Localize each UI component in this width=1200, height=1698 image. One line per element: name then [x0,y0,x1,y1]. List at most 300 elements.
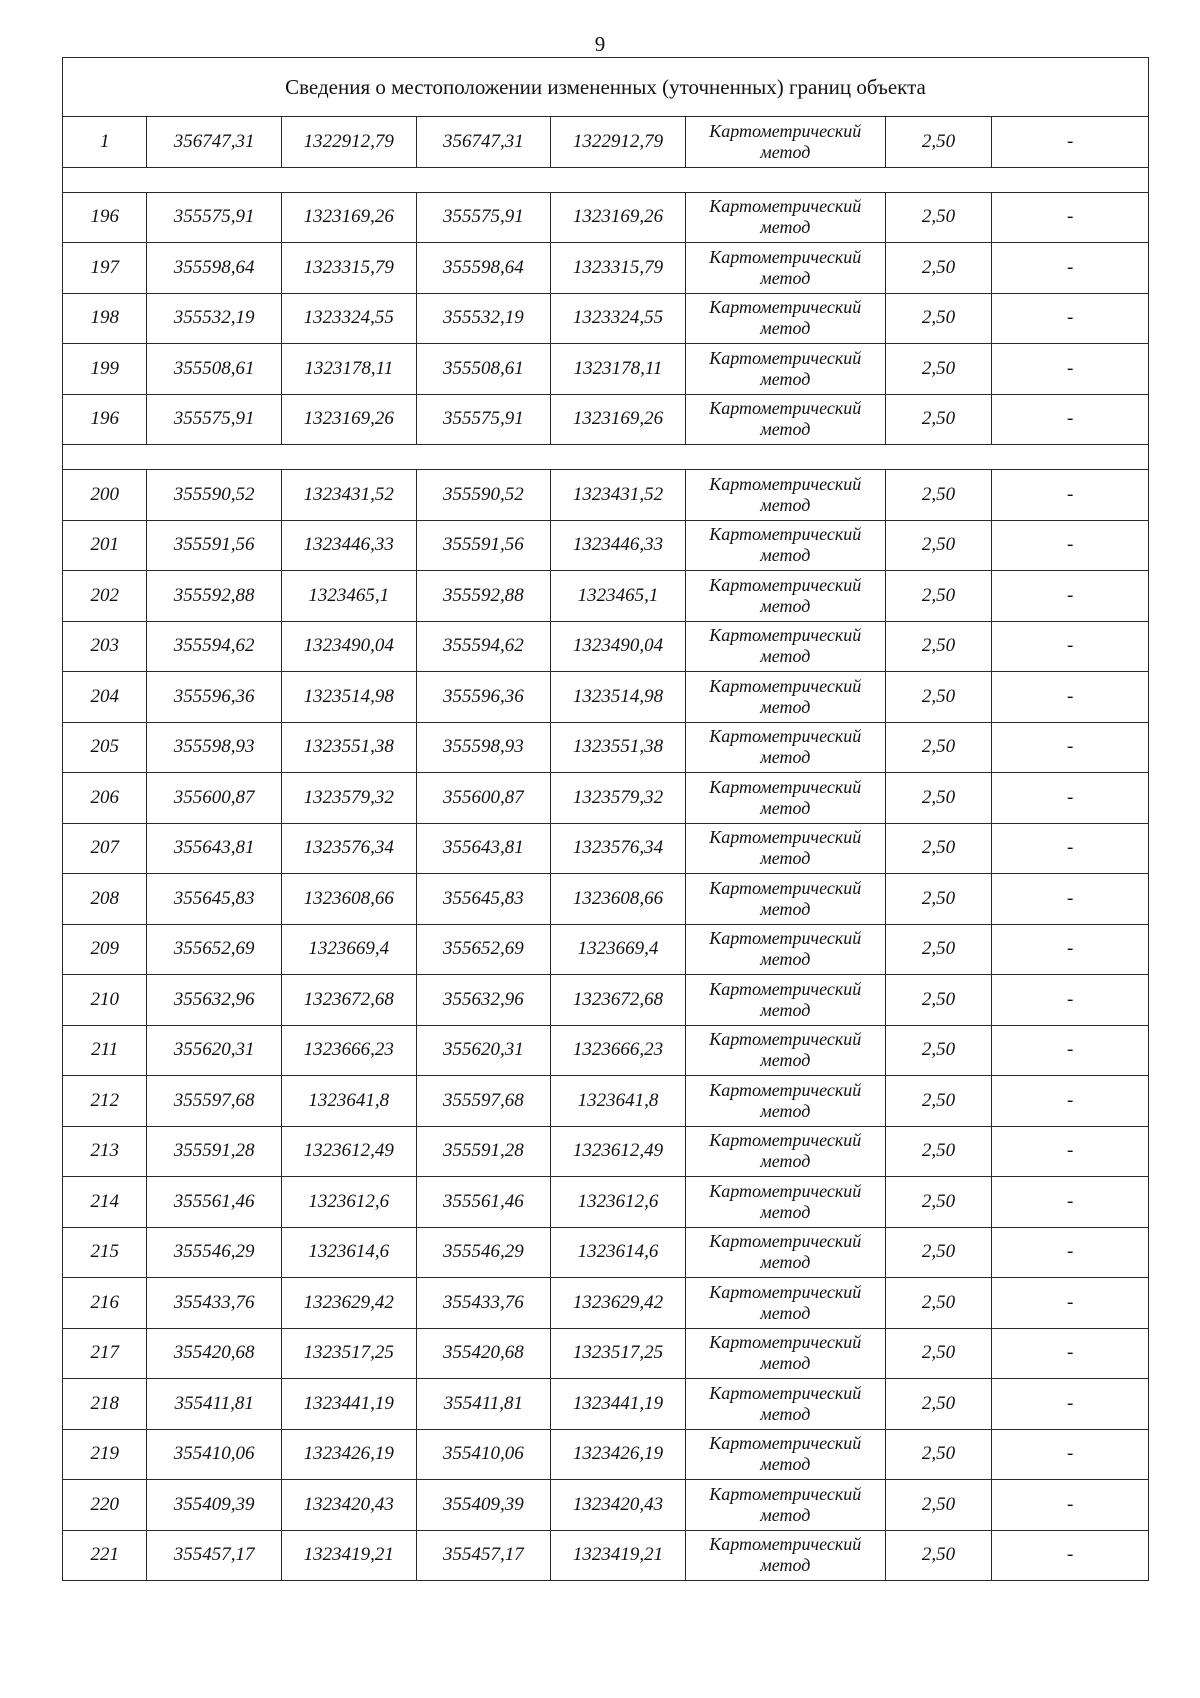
refined-y-cell: 1323441,19 [551,1379,686,1430]
point-number-cell: 207 [63,823,147,874]
existing-x-cell: 355457,17 [147,1530,282,1581]
method-line-2: метод [760,1100,811,1121]
accuracy-cell: 2,50 [885,1076,991,1127]
point-number-cell: 202 [63,571,147,622]
method-cell [685,722,885,773]
accuracy-cell: 2,50 [885,924,991,975]
method-line-2: метод [760,696,811,717]
refined-x-cell: 355597,68 [416,1076,551,1127]
group-separator-row [63,445,1149,470]
method-line-1: Картометрический [709,1079,862,1100]
note-cell: - [992,243,1149,294]
existing-x-cell: 355591,56 [147,520,282,571]
existing-y-cell: 1323551,38 [281,722,416,773]
method-line-2: метод [760,898,811,919]
method-cell [685,1177,885,1228]
table-row [63,1227,1149,1278]
existing-x-cell: 355508,61 [147,344,282,395]
method-cell [685,117,885,168]
refined-x-cell: 355411,81 [416,1379,551,1430]
method-line-2: метод [760,1504,811,1525]
refined-y-cell: 1323576,34 [551,823,686,874]
note-cell: - [992,520,1149,571]
table-row [63,1025,1149,1076]
existing-y-cell: 1323517,25 [281,1328,416,1379]
point-number-cell: 211 [63,1025,147,1076]
method-cell [685,571,885,622]
method-line-2: метод [760,1353,811,1374]
method-line-1: Картометрический [709,726,862,747]
accuracy-cell: 2,50 [885,571,991,622]
existing-x-cell: 355433,76 [147,1278,282,1329]
method-line-2: метод [760,1555,811,1576]
existing-x-cell: 355600,87 [147,773,282,824]
existing-x-cell: 355597,68 [147,1076,282,1127]
refined-x-cell: 355596,36 [416,672,551,723]
existing-x-cell: 355645,83 [147,874,282,925]
refined-x-cell: 355598,93 [416,722,551,773]
boundary-coordinates-table [62,57,1149,1581]
method-line-1: Картометрический [709,524,862,545]
method-cell [685,1076,885,1127]
refined-y-cell: 1323419,21 [551,1530,686,1581]
table-row [63,1177,1149,1228]
method-line-2: метод [760,999,811,1020]
refined-x-cell: 355592,88 [416,571,551,622]
table-row [63,1429,1149,1480]
method-cell [685,924,885,975]
refined-y-cell: 1323517,25 [551,1328,686,1379]
method-cell [685,1480,885,1531]
refined-y-cell: 1323551,38 [551,722,686,773]
existing-x-cell: 355409,39 [147,1480,282,1531]
existing-y-cell: 1323672,68 [281,975,416,1026]
table-title: Сведения о местоположении измененных (уточненных) границ объекта [63,58,1149,117]
existing-x-cell: 355532,19 [147,293,282,344]
table-title-row [63,58,1149,117]
method-line-1: Картометрический [709,1281,862,1302]
existing-x-cell: 355590,52 [147,470,282,521]
point-number-cell: 209 [63,924,147,975]
refined-x-cell: 355652,69 [416,924,551,975]
point-number-cell: 205 [63,722,147,773]
refined-y-cell: 1323169,26 [551,394,686,445]
accuracy-cell: 2,50 [885,117,991,168]
table-row [63,1076,1149,1127]
point-number-cell: 218 [63,1379,147,1430]
note-cell: - [992,1328,1149,1379]
existing-x-cell: 355575,91 [147,192,282,243]
method-line-2: метод [760,595,811,616]
refined-x-cell: 355433,76 [416,1278,551,1329]
method-line-2: метод [760,1403,811,1424]
existing-y-cell: 1323608,66 [281,874,416,925]
table-row [63,520,1149,571]
existing-y-cell: 1322912,79 [281,117,416,168]
method-line-2: метод [760,747,811,768]
table-row [63,1126,1149,1177]
method-cell [685,823,885,874]
accuracy-cell: 2,50 [885,874,991,925]
refined-x-cell: 355546,29 [416,1227,551,1278]
method-cell [685,874,885,925]
accuracy-cell: 2,50 [885,1126,991,1177]
table-row [63,1278,1149,1329]
refined-x-cell: 355645,83 [416,874,551,925]
note-cell: - [992,1278,1149,1329]
note-cell: - [992,924,1149,975]
existing-y-cell: 1323612,6 [281,1177,416,1228]
existing-y-cell: 1323446,33 [281,520,416,571]
point-number-cell: 210 [63,975,147,1026]
accuracy-cell: 2,50 [885,672,991,723]
method-line-1: Картометрический [709,196,862,217]
existing-y-cell: 1323514,98 [281,672,416,723]
note-cell: - [992,571,1149,622]
point-number-cell: 220 [63,1480,147,1531]
method-line-1: Картометрический [709,1382,862,1403]
existing-y-cell: 1323614,6 [281,1227,416,1278]
accuracy-cell: 2,50 [885,773,991,824]
method-cell [685,293,885,344]
point-number-cell: 214 [63,1177,147,1228]
accuracy-cell: 2,50 [885,1429,991,1480]
existing-x-cell: 355420,68 [147,1328,282,1379]
method-line-1: Картометрический [709,1332,862,1353]
note-cell: - [992,874,1149,925]
table-row [63,924,1149,975]
point-number-cell: 216 [63,1278,147,1329]
accuracy-cell: 2,50 [885,823,991,874]
point-number-cell: 196 [63,192,147,243]
accuracy-cell: 2,50 [885,621,991,672]
method-line-2: метод [760,646,811,667]
method-cell [685,1328,885,1379]
refined-y-cell: 1323446,33 [551,520,686,571]
existing-x-cell: 355620,31 [147,1025,282,1076]
method-cell [685,975,885,1026]
method-line-2: метод [760,1050,811,1071]
method-line-1: Картометрический [709,574,862,595]
existing-y-cell: 1323629,42 [281,1278,416,1329]
note-cell: - [992,192,1149,243]
note-cell: - [992,1379,1149,1430]
method-cell [685,394,885,445]
method-line-1: Картометрический [709,347,862,368]
table-row [63,823,1149,874]
point-number-cell: 206 [63,773,147,824]
point-number-cell: 217 [63,1328,147,1379]
refined-y-cell: 1323169,26 [551,192,686,243]
note-cell: - [992,722,1149,773]
refined-x-cell: 355532,19 [416,293,551,344]
point-number-cell: 203 [63,621,147,672]
refined-x-cell: 355598,64 [416,243,551,294]
accuracy-cell: 2,50 [885,975,991,1026]
note-cell: - [992,1126,1149,1177]
accuracy-cell: 2,50 [885,394,991,445]
table-row [63,243,1149,294]
method-line-1: Картометрический [709,1029,862,1050]
method-cell [685,470,885,521]
existing-x-cell: 355592,88 [147,571,282,622]
note-cell: - [992,1025,1149,1076]
method-line-2: метод [760,545,811,566]
method-cell [685,520,885,571]
method-line-1: Картометрический [709,877,862,898]
note-cell: - [992,823,1149,874]
method-line-1: Картометрический [709,1433,862,1454]
point-number-cell: 213 [63,1126,147,1177]
method-cell [685,344,885,395]
existing-y-cell: 1323419,21 [281,1530,416,1581]
method-cell [685,192,885,243]
method-cell [685,1227,885,1278]
refined-y-cell: 1323514,98 [551,672,686,723]
method-line-2: метод [760,368,811,389]
method-line-2: метод [760,318,811,339]
method-line-1: Картометрический [709,1130,862,1151]
existing-x-cell: 355643,81 [147,823,282,874]
method-line-2: метод [760,217,811,238]
note-cell: - [992,394,1149,445]
existing-x-cell: 355561,46 [147,1177,282,1228]
note-cell: - [992,1076,1149,1127]
method-line-2: метод [760,1151,811,1172]
refined-y-cell: 1323614,6 [551,1227,686,1278]
method-line-2: метод [760,797,811,818]
existing-x-cell: 355594,62 [147,621,282,672]
method-cell [685,243,885,294]
note-cell: - [992,1530,1149,1581]
accuracy-cell: 2,50 [885,293,991,344]
method-cell [685,1429,885,1480]
table-row [63,394,1149,445]
refined-y-cell: 1323672,68 [551,975,686,1026]
method-line-2: метод [760,1454,811,1475]
existing-y-cell: 1323465,1 [281,571,416,622]
existing-y-cell: 1323576,34 [281,823,416,874]
existing-y-cell: 1323426,19 [281,1429,416,1480]
existing-y-cell: 1323324,55 [281,293,416,344]
method-line-1: Картометрический [709,978,862,999]
note-cell: - [992,773,1149,824]
method-line-2: метод [760,419,811,440]
table-row [63,1379,1149,1430]
existing-y-cell: 1323178,11 [281,344,416,395]
method-cell [685,1379,885,1430]
refined-x-cell: 355590,52 [416,470,551,521]
table-row [63,621,1149,672]
point-number-cell: 215 [63,1227,147,1278]
existing-y-cell: 1323169,26 [281,394,416,445]
existing-y-cell: 1323669,4 [281,924,416,975]
method-line-1: Картометрический [709,776,862,797]
method-line-1: Картометрический [709,1180,862,1201]
refined-y-cell: 1323612,6 [551,1177,686,1228]
table-row [63,571,1149,622]
accuracy-cell: 2,50 [885,1328,991,1379]
existing-y-cell: 1323431,52 [281,470,416,521]
method-line-1: Картометрический [709,246,862,267]
note-cell: - [992,1177,1149,1228]
existing-y-cell: 1323490,04 [281,621,416,672]
method-line-1: Картометрический [709,398,862,419]
refined-x-cell: 355600,87 [416,773,551,824]
method-line-1: Картометрический [709,297,862,318]
refined-y-cell: 1323669,4 [551,924,686,975]
refined-x-cell: 355457,17 [416,1530,551,1581]
point-number-cell: 198 [63,293,147,344]
refined-y-cell: 1323324,55 [551,293,686,344]
refined-x-cell: 355591,28 [416,1126,551,1177]
point-number-cell: 200 [63,470,147,521]
page-number: 9 [594,32,606,56]
note-cell: - [992,1429,1149,1480]
accuracy-cell: 2,50 [885,1025,991,1076]
note-cell: - [992,621,1149,672]
note-cell: - [992,293,1149,344]
method-cell [685,1025,885,1076]
point-number-cell: 221 [63,1530,147,1581]
point-number-cell: 196 [63,394,147,445]
refined-x-cell: 355643,81 [416,823,551,874]
existing-y-cell: 1323579,32 [281,773,416,824]
point-number-cell: 197 [63,243,147,294]
accuracy-cell: 2,50 [885,192,991,243]
method-line-2: метод [760,848,811,869]
refined-y-cell: 1323315,79 [551,243,686,294]
existing-x-cell: 355632,96 [147,975,282,1026]
refined-y-cell: 1323612,49 [551,1126,686,1177]
table-row [63,293,1149,344]
method-line-1: Картометрический [709,120,862,141]
method-line-2: метод [760,267,811,288]
refined-x-cell: 355420,68 [416,1328,551,1379]
refined-x-cell: 355409,39 [416,1480,551,1531]
existing-x-cell: 355411,81 [147,1379,282,1430]
method-line-2: метод [760,949,811,970]
method-cell [685,1530,885,1581]
existing-x-cell: 355591,28 [147,1126,282,1177]
method-line-2: метод [760,1252,811,1273]
method-cell [685,672,885,723]
point-number-cell: 204 [63,672,147,723]
accuracy-cell: 2,50 [885,520,991,571]
refined-x-cell: 355632,96 [416,975,551,1026]
method-line-2: метод [760,494,811,515]
refined-y-cell: 1323490,04 [551,621,686,672]
point-number-cell: 201 [63,520,147,571]
method-cell [685,1126,885,1177]
existing-y-cell: 1323641,8 [281,1076,416,1127]
note-cell: - [992,344,1149,395]
method-line-1: Картометрический [709,1483,862,1504]
method-cell [685,773,885,824]
accuracy-cell: 2,50 [885,1530,991,1581]
refined-x-cell: 355575,91 [416,394,551,445]
table-row [63,192,1149,243]
point-number-cell: 208 [63,874,147,925]
accuracy-cell: 2,50 [885,1177,991,1228]
accuracy-cell: 2,50 [885,722,991,773]
method-line-2: метод [760,141,811,162]
refined-y-cell: 1323431,52 [551,470,686,521]
group-separator-cell [63,167,1149,192]
existing-y-cell: 1323612,49 [281,1126,416,1177]
accuracy-cell: 2,50 [885,1227,991,1278]
refined-y-cell: 1323629,42 [551,1278,686,1329]
note-cell: - [992,1480,1149,1531]
existing-y-cell: 1323441,19 [281,1379,416,1430]
refined-x-cell: 355508,61 [416,344,551,395]
table-body [63,58,1149,1581]
existing-x-cell: 355596,36 [147,672,282,723]
existing-x-cell: 355546,29 [147,1227,282,1278]
note-cell: - [992,975,1149,1026]
group-separator-row [63,167,1149,192]
method-line-2: метод [760,1201,811,1222]
existing-x-cell: 355410,06 [147,1429,282,1480]
refined-x-cell: 355594,62 [416,621,551,672]
refined-y-cell: 1323666,23 [551,1025,686,1076]
note-cell: - [992,1227,1149,1278]
existing-x-cell: 355575,91 [147,394,282,445]
table-row [63,672,1149,723]
refined-x-cell: 355591,56 [416,520,551,571]
accuracy-cell: 2,50 [885,1480,991,1531]
refined-x-cell: 356747,31 [416,117,551,168]
method-cell [685,621,885,672]
method-line-1: Картометрический [709,1534,862,1555]
refined-x-cell: 355561,46 [416,1177,551,1228]
method-line-2: метод [760,1302,811,1323]
note-cell: - [992,117,1149,168]
group-separator-cell [63,445,1149,470]
refined-y-cell: 1323178,11 [551,344,686,395]
existing-y-cell: 1323169,26 [281,192,416,243]
existing-y-cell: 1323420,43 [281,1480,416,1531]
existing-x-cell: 355652,69 [147,924,282,975]
point-number-cell: 199 [63,344,147,395]
method-line-1: Картометрический [709,827,862,848]
refined-x-cell: 355410,06 [416,1429,551,1480]
method-line-1: Картометрический [709,473,862,494]
table-row [63,117,1149,168]
table-row [63,344,1149,395]
refined-y-cell: 1323465,1 [551,571,686,622]
table-row [63,975,1149,1026]
table-row [63,1530,1149,1581]
refined-y-cell: 1323579,32 [551,773,686,824]
method-line-1: Картометрический [709,928,862,949]
method-cell [685,1278,885,1329]
table-row [63,1328,1149,1379]
method-line-1: Картометрический [709,625,862,646]
method-line-1: Картометрический [709,675,862,696]
refined-y-cell: 1322912,79 [551,117,686,168]
point-number-cell: 219 [63,1429,147,1480]
table-row [63,773,1149,824]
table-row [63,1480,1149,1531]
refined-y-cell: 1323426,19 [551,1429,686,1480]
table-row [63,470,1149,521]
note-cell: - [992,470,1149,521]
method-line-1: Картометрический [709,1231,862,1252]
existing-x-cell: 355598,64 [147,243,282,294]
accuracy-cell: 2,50 [885,344,991,395]
point-number-cell: 212 [63,1076,147,1127]
